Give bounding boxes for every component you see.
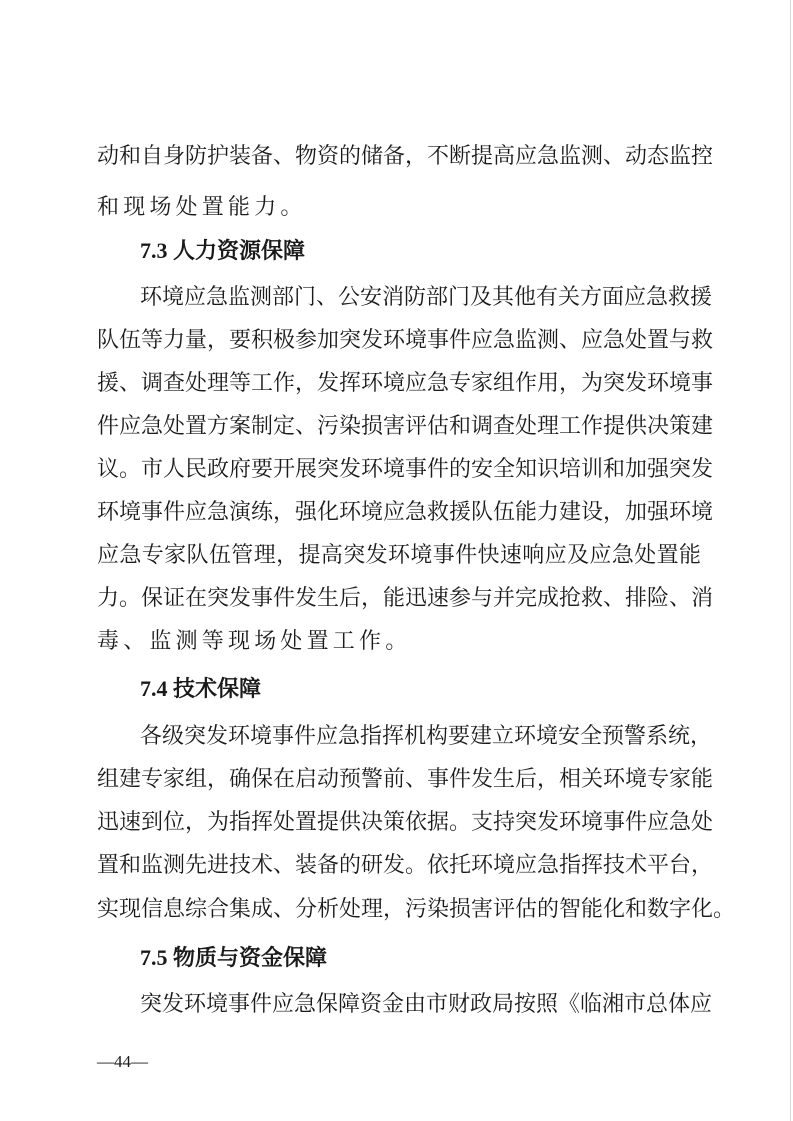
paragraph-line: 动和自身防护装备、物资的储备，不断提高应急监测、动态监控: [97, 144, 714, 169]
paragraph-line: 环境事件应急演练，强化环境应急救援队伍能力建设，加强环境: [97, 500, 714, 525]
paragraph-line: 实现信息综合集成、分析处理，污染损害评估的智能化和数字化。: [97, 897, 736, 922]
scan-edge: [790, 0, 791, 1121]
paragraph-line: 件应急处置方案制定、污染损害评估和调查处理工作提供决策建: [97, 414, 714, 439]
paragraph-line: 突发环境事件应急保障资金由市财政局按照《临湘市总体应: [140, 992, 713, 1017]
paragraph-line: 和现场处置能力。: [97, 195, 307, 220]
page-number: —44—: [97, 1052, 148, 1071]
paragraph-line: 队伍等力量，要积极参加突发环境事件应急监测、应急处置与救: [97, 328, 714, 353]
paragraph-line: 力。保证在突发事件发生后，能迅速参与并完成抢救、排险、消: [97, 586, 714, 611]
paragraph-line: 组建专家组，确保在启动预警前、事件发生后，相关环境专家能: [97, 767, 714, 792]
paragraph-line: 毒、监测等现场处置工作。: [97, 629, 412, 654]
paragraph-line: 迅速到位，为指挥处置提供决策依据。支持突发环境事件应急处: [97, 810, 714, 835]
paragraph-line: 援、调查处理等工作，发挥环境应急专家组作用，为突发环境事: [97, 371, 714, 396]
section-heading-7-4: 7.4 技术保障: [140, 676, 262, 701]
paragraph-line: 各级突发环境事件应急指挥机构要建立环境安全预警系统，: [140, 724, 713, 749]
paragraph-line: 议。市人民政府要开展突发环境事件的安全知识培训和加强突发: [97, 457, 714, 482]
paragraph-line: 应急专家队伍管理，提高突发环境事件快速响应及应急处置能: [97, 543, 701, 568]
paragraph-line: 置和监测先进技术、装备的研发。依托环境应急指挥技术平台，: [97, 853, 714, 878]
section-heading-7-5: 7.5 物质与资金保障: [140, 945, 328, 970]
section-heading-7-3: 7.3 人力资源保障: [140, 238, 306, 263]
paragraph-line: 环境应急监测部门、公安消防部门及其他有关方面应急救援: [140, 285, 713, 310]
